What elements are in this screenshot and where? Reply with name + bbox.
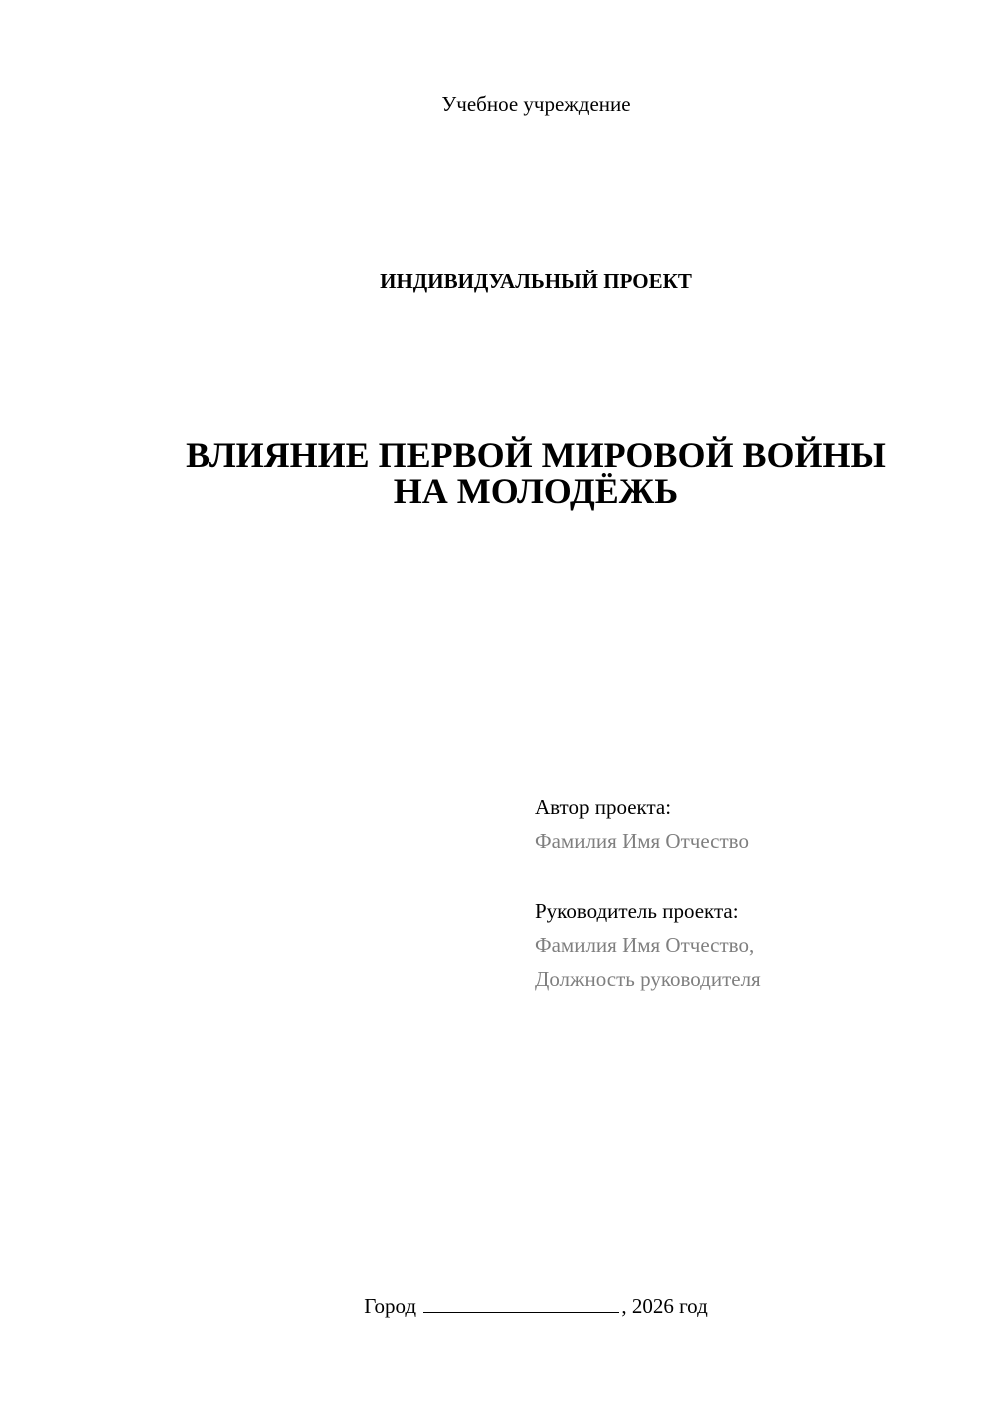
institution-name: Учебное учреждение bbox=[441, 92, 631, 116]
project-info-block bbox=[535, 790, 761, 996]
supervisor-name: Фамилия Имя Отчество, bbox=[535, 933, 755, 957]
spacer bbox=[535, 858, 761, 894]
footer-city-year bbox=[0, 1290, 1000, 1321]
city-blank-line bbox=[423, 1290, 619, 1313]
year-text: , 2026 год bbox=[621, 1294, 708, 1318]
supervisor-label: Руководитель проекта: bbox=[535, 899, 739, 923]
author-name: Фамилия Имя Отчество bbox=[535, 829, 749, 853]
project-type-heading: ИНДИВИДУАЛЬНЫЙ ПРОЕКТ bbox=[380, 269, 692, 293]
supervisor-position: Должность руководителя bbox=[535, 967, 761, 991]
city-label: Город bbox=[364, 1294, 417, 1318]
project-title-line-2: НА МОЛОДЁЖЬ bbox=[393, 471, 679, 511]
project-title-line-1: ВЛИЯНИЕ ПЕРВОЙ МИРОВОЙ ВОЙНЫ bbox=[186, 435, 886, 475]
project-title bbox=[0, 437, 1000, 509]
author-label: Автор проекта: bbox=[535, 795, 672, 819]
